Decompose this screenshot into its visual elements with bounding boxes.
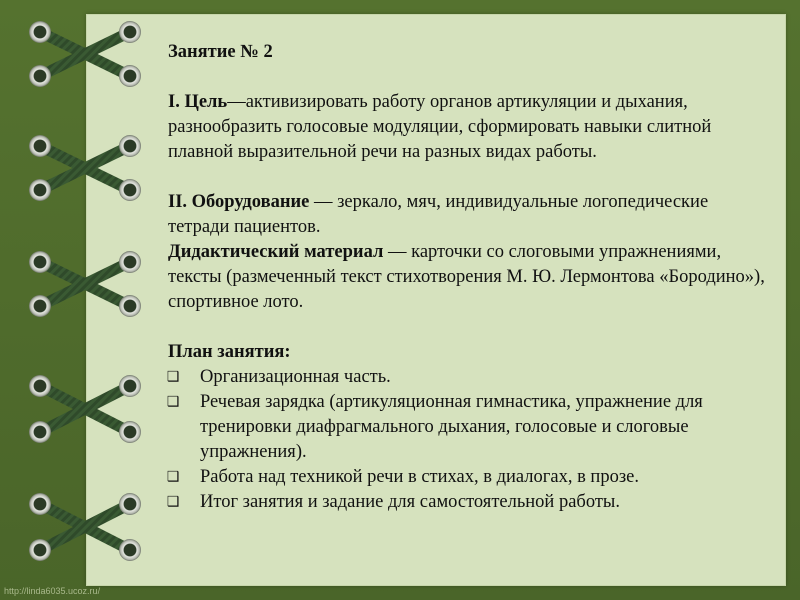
didactic-text: — карточки со слоговыми упражнениями, тексты (размеченный текст стихотворения М. Ю. Лермонтова «Бородино»), спортивное лото. xyxy=(168,242,765,312)
lace-cross-icon xyxy=(29,493,141,561)
plan-heading: План занятия: xyxy=(168,342,291,362)
hollow-square-icon: ❑ xyxy=(166,469,180,485)
list-item: ❑ Речевая зарядка (артикуляционная гимнастика, упражнение для тренировки диафрагмального дыхания, голосовые и слоговые упражнения). xyxy=(168,390,768,465)
list-item: ❑ Итог занятия и задание для самостоятельной работы. xyxy=(168,490,768,515)
lace-cross-icon xyxy=(29,135,141,201)
lace-decoration xyxy=(0,0,160,600)
equipment-paragraph xyxy=(168,190,768,240)
goal-paragraph xyxy=(168,90,768,165)
lace-cross-icon xyxy=(29,375,141,443)
list-item: ❑ Работа над техникой речи в стихах, в диалогах, в прозе. xyxy=(168,465,768,490)
lace-cross-icon xyxy=(29,21,141,87)
hollow-square-icon: ❑ xyxy=(166,494,180,510)
plan-list xyxy=(168,365,768,515)
list-item: ❑ Организационная часть. xyxy=(168,365,768,390)
hollow-square-icon: ❑ xyxy=(166,369,180,385)
lesson-title: Занятие № 2 xyxy=(168,42,273,62)
lace-cross-icon xyxy=(29,251,141,317)
didactic-paragraph xyxy=(168,240,768,315)
goal-label: I. Цель xyxy=(168,92,228,112)
hollow-square-icon: ❑ xyxy=(166,394,180,410)
equipment-label: II. Оборудование xyxy=(168,192,310,212)
equipment-text: — зеркало, мяч, индивидуальные логопедические тетради пациентов. xyxy=(168,192,709,237)
didactic-label: Дидактический материал xyxy=(168,242,384,262)
lesson-content xyxy=(168,40,768,515)
watermark-text: http://linda6035.ucoz.ru/ xyxy=(4,586,101,596)
goal-text: —активизировать работу органов артикуляции и дыхания, разнообразить голосовые модуляции, сформировать навыки слитной плавной выразительной речи на разных видах работы. xyxy=(168,92,712,162)
